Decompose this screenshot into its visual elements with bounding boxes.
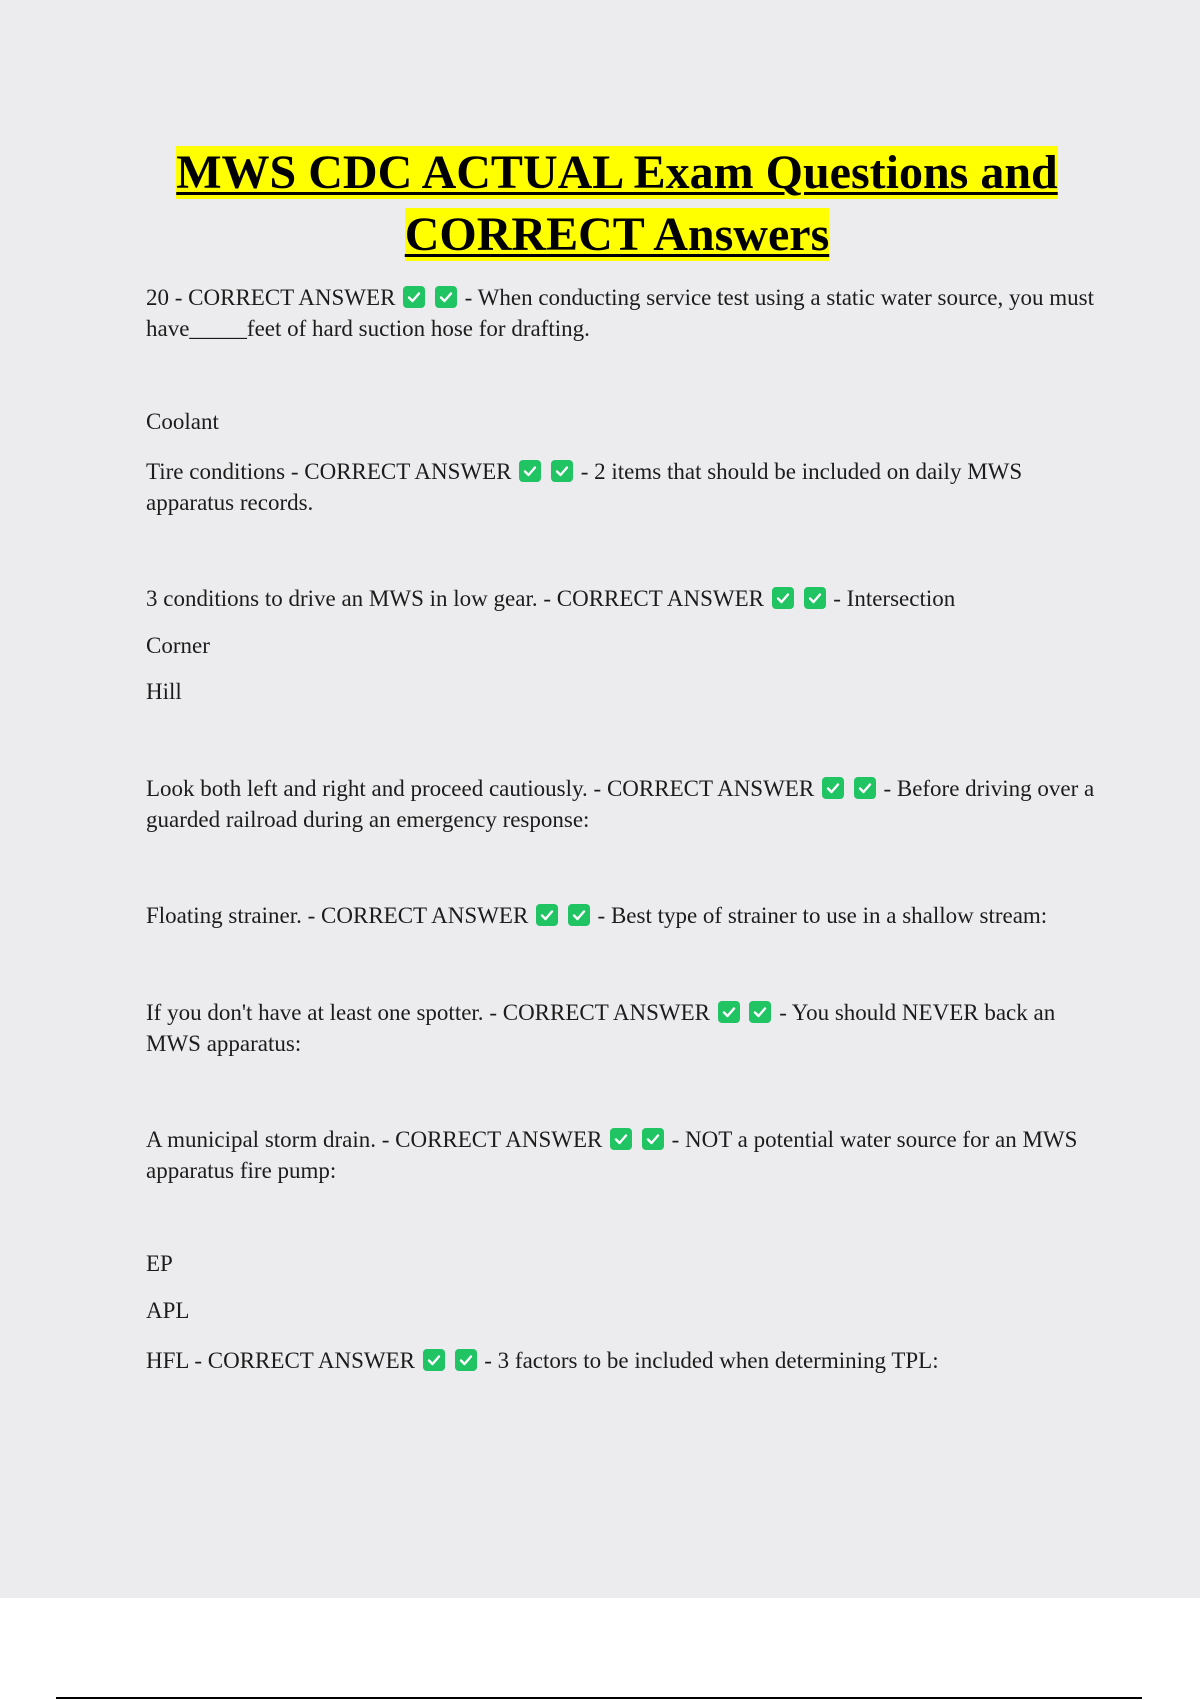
qa-item-5	[146, 900, 1096, 931]
green-check-box-icon	[610, 1128, 632, 1150]
green-check-box-icon	[772, 587, 794, 609]
question-text: - 2 items that should be included on daily MWS apparatus records.	[146, 459, 1023, 515]
correct-answer-label: - CORRECT ANSWER	[301, 903, 535, 928]
qa-item-7	[146, 1124, 1096, 1186]
green-check-box-icon	[435, 286, 457, 308]
green-check-box-icon	[822, 777, 844, 799]
green-check-box-icon	[536, 904, 558, 926]
correct-answer-label: - CORRECT ANSWER	[169, 285, 402, 310]
answer-continuation: EP	[146, 1251, 173, 1276]
green-check-box-icon	[519, 460, 541, 482]
green-check-box-icon	[749, 1001, 771, 1023]
answer-text: Tire conditions	[146, 459, 286, 484]
answer-text: 20	[146, 285, 169, 310]
title-line-2: CORRECT Answers	[404, 208, 830, 261]
correct-answer-label: - CORRECT ANSWER	[537, 586, 770, 611]
question-text: - When conducting service test using a static water source, you must have_____feet of hard suction hose for drafting.	[146, 285, 1095, 341]
qa-item-2	[146, 456, 1096, 518]
question-text: - NOT a potential water source for an MWS apparatus fire pump:	[146, 1127, 1078, 1183]
answer-continuation: Hill	[146, 679, 182, 704]
title-line-1: MWS CDC ACTUAL Exam Questions and	[176, 146, 1058, 199]
green-check-box-icon	[455, 1349, 477, 1371]
qa-item-3	[146, 583, 1096, 614]
green-check-box-icon	[642, 1128, 664, 1150]
green-check-box-icon	[804, 587, 826, 609]
bottom-rule	[56, 1697, 1142, 1699]
question-text: - You should NEVER back an MWS apparatus:	[146, 1000, 1056, 1056]
question-text: - Intersection	[827, 586, 956, 611]
answer-continuation: APL	[146, 1298, 190, 1323]
qa-item-4	[146, 773, 1096, 835]
qa-item-6	[146, 997, 1096, 1059]
answer-text: HFL	[146, 1348, 189, 1373]
green-check-box-icon	[718, 1001, 740, 1023]
green-check-box-icon	[854, 777, 876, 799]
answer-text: Look both left and right and proceed cautiously.	[146, 776, 588, 801]
correct-answer-label: - CORRECT ANSWER	[188, 1348, 421, 1373]
green-check-box-icon	[551, 460, 573, 482]
green-check-box-icon	[568, 904, 590, 926]
answer-text: 3 conditions to drive an MWS in low gear.	[146, 586, 538, 611]
green-check-box-icon	[403, 286, 425, 308]
answer-text: Floating strainer.	[146, 903, 302, 928]
correct-answer-label: - CORRECT ANSWER	[483, 1000, 716, 1025]
answer-text: If you don't have at least one spotter.	[146, 1000, 484, 1025]
question-text: - Before driving over a guarded railroad during an emergency response:	[146, 776, 1095, 832]
answer-continuation: Corner	[146, 633, 210, 658]
correct-answer-label: - CORRECT ANSWER	[285, 459, 518, 484]
correct-answer-label: - CORRECT ANSWER	[587, 776, 820, 801]
answer-continuation: Coolant	[146, 409, 219, 434]
question-text: - Best type of strainer to use in a shallow stream:	[591, 903, 1048, 928]
question-text: - 3 factors to be included when determining TPL:	[478, 1348, 939, 1373]
answer-text: A municipal storm drain.	[146, 1127, 376, 1152]
correct-answer-label: - CORRECT ANSWER	[375, 1127, 609, 1152]
green-check-box-icon	[423, 1349, 445, 1371]
qa-item-1	[146, 282, 1096, 344]
qa-item-8	[146, 1345, 1096, 1376]
document-title	[120, 142, 1114, 266]
